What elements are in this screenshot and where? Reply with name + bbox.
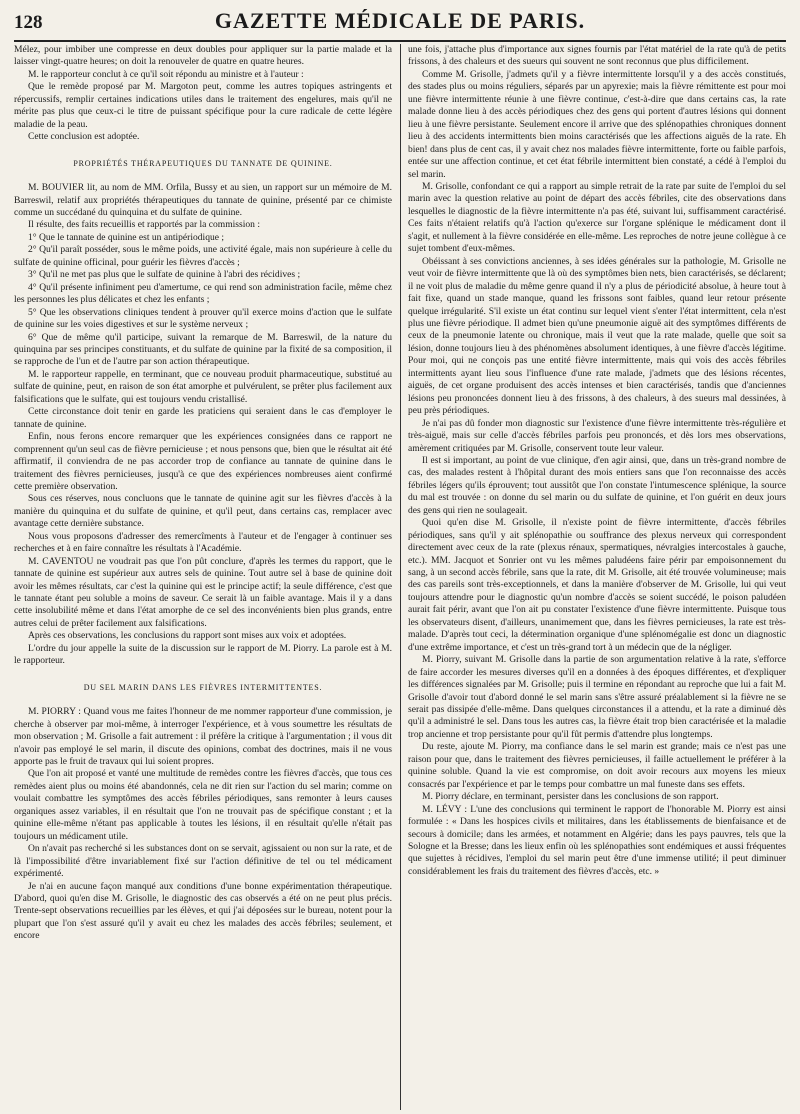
list-item: 5° Que les observations cliniques tendent à prouver qu'il exerce moins d'action que le sulfate de quinine sur les voies digestives et sur le système nerveux ;	[14, 306, 392, 331]
paragraph: Quoi qu'en dise M. Grisolle, il n'existe point de fièvre intermittente, d'accès fébriles périodiques, sans qu'il y ait splénopathie ou souffrance des plexus nerveux qui correspondent directement avec ceux de la rate (plexus rénaux, spermatiques, névralgies intercostales à gauche, etc.). MM. Jacquot et Sonrier ont vu les mêmes paludéens faire périr par empoisonnement du sang, à un second accès fébrile, sans que la rate, dit M. Grisolle, ait été trouvée volumineuse; mais des cas pareils sont très-exceptionnels, et dans la manière d'observer de M. Grisolle, lui qui veut toujours attendre pour le diagnostic qu'un nombre d'accès se soient succédé, le poison paludéen aurait fait périr, avant que l'on ait pu constater l'existence d'une fièvre intermittente. Puisque tous les observateurs disent, d'ailleurs, unanimement que, dans les fièvres pernicieuses, la rate est très-malade. D'après tout ceci, la détermination organique d'une splénomégalie est donc un diagnostic d'une extrême importance, et c'est un très-grand tort à un médecin que de la négliger.	[408, 517, 786, 653]
text-columns	[14, 44, 786, 1110]
list-item: 4° Qu'il présente infiniment peu d'amertume, ce qui rend son administration facile, même chez les personnes les plus délicates et chez les enfants ;	[14, 281, 392, 306]
paragraph: Que le remède proposé par M. Margoton peut, comme les autres topiques astringents et répercussifs, remplir certaines indications utiles dans le traitement des engelures, mais qu'il ne mérite pas plus que ceux-ci le titre de puissant spécifique pour la cure radicale de cette légère maladie de la peau.	[14, 81, 392, 130]
paragraph: Cette circonstance doit tenir en garde les praticiens qui seraient dans le cas d'employer le tannate de quinine.	[14, 406, 392, 430]
page-header	[14, 8, 786, 42]
paragraph: Après ces observations, les conclusions du rapport sont mises aux voix et adoptées.	[28, 630, 347, 642]
paragraph: Obéissant à ses convictions anciennes, à ses idées générales sur la pathologie, M. Grisolle ne veut voir de fièvre intermittente que là où des symptômes bien nets, bien caractérisés, se déclarent; il ne voit plus de maladie du même genre quand il n'y a plus de périodicité absolue, à heure tout à fait fixe, quand un stade manque, quand les frissons sont faibles, quand leur retour présente quelque irrégularité. S'il existe un état continu sur lequel vient s'enter l'état intermittent, cela n'est plus une fièvre périodique. Il admet bien qu'une pneumonie aiguë ait des symptômes différents de ceux de la pneumonie latente ou chronique, mais il veut que la rate malade, quelle que soit sa lésion, donne toujours lieu à des phénomènes absolument identiques, à une fièvre d'accès légitime. Pour moi, qui ne conçois pas une entité fièvre intermittente, mais qui vois des accès fébriles intermittents ayant lieu sous l'influence d'une rate malade, j'admets que des lésions récentes, aiguës, de cet organe produisent des accès intenses et bien caractérisés, tandis que d'anciennes lésions peu prononcées donnent lieu à des frissons, à des chaleurs, à des sueurs mal dessinées, à peu près périodiques.	[408, 255, 786, 417]
left-column	[14, 44, 392, 1110]
section-heading-sel-marin: DU SEL MARIN DANS LES FIÈVRES INTERMITTENTES.	[83, 682, 323, 692]
paragraph: Nous vous proposons d'adresser des remercîments à l'auteur et de l'engager à continuer ses recherches et à en faire connaître les résultats à l'Académie.	[14, 530, 392, 555]
paragraph: M. Piorry déclare, en terminant, persister dans les conclusions de son rapport.	[422, 791, 719, 803]
right-column	[408, 44, 786, 1110]
page-number: 128	[14, 12, 43, 33]
list-item: 2° Qu'il paraît posséder, sous le même poids, une activité égale, mais non supérieure à celle du sulfate de quinine officinal, pour guérir les fièvres d'accès ;	[14, 244, 392, 268]
paragraph: Il est si important, au point de vue clinique, d'en agir ainsi, que, dans un très-grand nombre de cas, des malades restent à l'hôpital durant des mois entiers sans que l'on reconnaisse des accès fébriles légers qu'ils éprouvent; tout aussitôt que l'on constate l'intumescence splénique, la source du mal est trouvée : on donne du sel marin ou du sulfate de quinine, et l'on guérit en deux jours des gens qui rien ne soulageait.	[408, 454, 786, 516]
paragraph: Cette conclusion est adoptée.	[28, 131, 140, 143]
paragraph: M. LÉVY : L'une des conclusions qui terminent le rapport de l'honorable M. Piorry est ainsi formulée : « Dans les hospices civils et militaires, dans les établissements de bienfaisance et de secours à domicile; dans les armées, et notamment en Algérie; dans les pays pauvres, tels que la Sologne et la Bresse; dans les lieux enfin où les splénopathies sont endémiques et aussi fréquentes que sujettes à récidives, l'emploi du sel marin peut être d'une immense utilité; il peut diminuer considérablement les frais du traitement des fièvres d'accès, etc. »	[408, 803, 786, 877]
paragraph: Sous ces réserves, nous concluons que le tannate de quinine agit sur les fièvres d'accès à la manière du quinquina et du sulfate de quinine, et qu'il peut, dans certains cas, remplacer avec avantage cette dernière substance.	[14, 493, 392, 530]
paragraph: Je n'ai en aucune façon manqué aux conditions d'une bonne expérimentation thérapeutique. D'abord, quoi qu'en dise M. Grisolle, le diagnostic des cas observés a été on ne peut plus précis. Trente-sept observations recueillies par les élèves, et qui j'ai déposées sur le bureau, notent pour la plupart que l'on s'est assuré qu'il y avait eu chez les malades des accès fébriles; seulement, et encore	[14, 880, 392, 942]
journal-title: GAZETTE MÉDICALE DE PARIS.	[214, 8, 586, 33]
paragraph: M. BOUVIER lit, au nom de MM. Orfila, Bussy et au sien, un rapport sur un mémoire de M. Barreswil, relatif aux propriétés thérapeutiques du tannate de quinine, présenté par ce chimiste comme un succédané du quinquina et du sulfate de quinine.	[14, 182, 392, 218]
paragraph: On n'avait pas recherché si les substances dont on se servait, agissaient ou non sur la rate, et de là l'impossibilité d'être invariablement fixé sur l'action définitive de tel ou tel médicament expérimenté.	[14, 843, 392, 880]
paragraph: Il résulte, des faits recueillis et rapportés par la commission :	[28, 219, 260, 231]
paragraph: Comme M. Grisolle, j'admets qu'il y a fièvre intermittente lorsqu'il y a des accès constitués, des stades plus ou moins réguliers, séparés par un apyrexie; mais la fièvre rémittente est pour moi une fièvre intermittente réunie à une fièvre continue, c'est-à-dire que dans certains cas, la rate malade donne lieu à des accès périodiques chez des gens qui portent d'autres lésions qui donnent lieu à une fièvre persistante. Seulement encore il arrive que des splénopathies chroniques donnent lieu à des accidents intermittents bien moins caractérisés que les affections aiguës de la rate. Eh bien! dans plus de cent cas, il y avait chez nos malades fièvre intermittente, forte ou faible parfois, entée sur une affection continue, et cet état fébrile intermittent bien constaté, a cédé à l'emploi du sel marin.	[408, 68, 786, 180]
paragraph: Mélez, pour imbiber une compresse en deux doubles pour appliquer sur la partie malade et la laisser vingt-quatre heures; on doit la renouveler de quatre en quatre heures.	[14, 44, 392, 68]
paragraph: une fois, j'attache plus d'importance aux signes fournis par l'état matériel de la rate qu'à de petits frissons, à des chaleurs et des sueurs qui souvent ne sont reconnus que plus difficilement.	[408, 44, 786, 68]
paragraph: M. CAVENTOU ne voudrait pas que l'on pût conclure, d'après les termes du rapport, que le tannate de quinine est supérieur aux autres sels de quinine. Tout autre sel à base de quinine doit avoir les mêmes résultats, car c'est la quinine qui est le principe actif; la seule différence, c'est que le tannate étant peu soluble a moins de saveur. Ce serait là un faible avantage. Mais il y a dans cette insolubilité même et dans l'état amorphe de ce sel des inconvénients bien plus grands, entre autres celui de prêter facilement aux falsifications.	[14, 555, 392, 629]
paragraph: Du reste, ajoute M. Piorry, ma confiance dans le sel marin est grande; mais ce n'est pas une raison pour que, dans le traitement des fièvres pernicieuses, il faille actuellement le préférer à la quinine soluble. Quand la vie est compromise, on doit avoir recours aux moyens les mieux consacrés par l'expérience et par le temps pour combattre un mal funeste dans ses effets.	[408, 741, 786, 790]
paragraph: M. PIORRY : Quand vous me faites l'honneur de me nommer rapporteur d'une commission, je cherche à observer par moi-même, à interroger l'expérience, et à vous soumettre les résultats de mon observation ; M. Grisolle a fait autrement : il préfère la critique à l'argumentation ; il vous dit n'avoir pas employé le sel marin, il discute des opinions, combat des doctrines, mais il ne vous apporte pas le fruit de travaux qui lui soient propres.	[14, 706, 392, 768]
paragraph: Enfin, nous ferons encore remarquer que les expériences consignées dans ce rapport ne comprennent qu'un seul cas de fièvre pernicieuse ; et nous pensons que, bien que le résultat ait été affirmatif, il conviendra de ne pas accorder trop de confiance au tannate de quinine dans le traitement des fièvres pernicieuses, jusqu'à ce que des expériences nombreuses aient confirmé cette première observation.	[14, 431, 392, 492]
paragraph: M. le rapporteur conclut à ce qu'il soit répondu au ministre et à l'auteur :	[28, 68, 304, 80]
paragraph: L'ordre du jour appelle la suite de la discussion sur le rapport de M. Piorry. La parole est à M. le rapporteur.	[14, 642, 392, 667]
list-item: 1° Que le tannate de quinine est un antipériodique ;	[28, 231, 225, 243]
paragraph: M. le rapporteur rappelle, en terminant, que ce nouveau produit pharmaceutique, substitué au sulfate de quinine, peut, en raison de son état amorphe et pulvérulent, se prêter plus facilement aux falsifications que le sulfate, qui est toujours vendu cristallisé.	[14, 368, 392, 405]
list-item: 3° Qu'il ne met pas plus que le sulfate de quinine à l'abri des récidives ;	[28, 269, 301, 281]
column-divider	[392, 44, 408, 1110]
paragraph: M. Piorry, suivant M. Grisolle dans la partie de son argumentation relative à la rate, s'efforce de faire accorder les mesures diverses qu'il en a données à des époques différentes, et d'expliquer les différences signalées par M. Grisolle; puis il termine en répondant au reproche que lui a fait M. Grisolle d'avoir tout d'abord donné le sel marin sans s'être assuré préalablement si la fièvre ne se serait pas dissipée d'elle-même. Dans quelques circonstances il a attendu, et la rate a diminué dès qu'il a administré le sel. Dans tous les autres cas, la fièvre était trop bien caractérisée et la maladie trop ancienne et trop persistante pour qu'il fût permis d'attendre plus longtemps.	[408, 654, 786, 740]
list-item: 6° Que de même qu'il participe, suivant la remarque de M. Barreswil, de la nature du quinquina par ses principes constituants, et du sulfate de quinine par la fixité de sa composition, il se rapproche de l'un et de l'autre par son action thérapeutique.	[14, 331, 392, 368]
paragraph: M. Grisolle, confondant ce qui a rapport au simple retrait de la rate par suite de l'emploi du sel marin avec la question relative au point de départ des accès fébriles, cite des observations dans lesquelles le diagnostic de la fièvre intermittente n'a pas été, suivant lui, suffisamment caractérisé. Ces faits n'étaient relatifs qu'à l'action qu'exerce sur l'organe splénique le médicament dont il s'agit, et nullement à la fièvre considérée en elle-même. Les reproches de notre jeune collègue à ce sujet tombent d'eux-mêmes.	[408, 180, 786, 255]
paragraph: Que l'on ait proposé et vanté une multitude de remèdes contre les fièvres d'accès, que tous ces remèdes aient plus ou moins été abandonnés, cela ne dit rien sur l'action du sel marin; comme on voulait combattre les symptômes des accès fébriles périodiques, sans remonter à leurs causes organiques assez variables, il en résultait que l'on ne trouvait pas de spécifique constant ; et la quinine elle-même n'étant pas applicable à toutes les lésions, il en résultait qu'elle n'était pas toujours un médicament utile.	[14, 768, 392, 842]
section-heading-tannate: PROPRIÉTÉS THÉRAPEUTIQUES DU TANNATE DE QUININE.	[73, 158, 333, 168]
paragraph: Je n'ai pas dû fonder mon diagnostic sur l'existence d'une fièvre intermittente très-régulière et très-aiguë, mais sur celle d'accès fébriles parfois peu prononcés, et dès lors mes observations, amèrement critiquées par M. Grisolle, conservent toute leur valeur.	[408, 417, 786, 454]
